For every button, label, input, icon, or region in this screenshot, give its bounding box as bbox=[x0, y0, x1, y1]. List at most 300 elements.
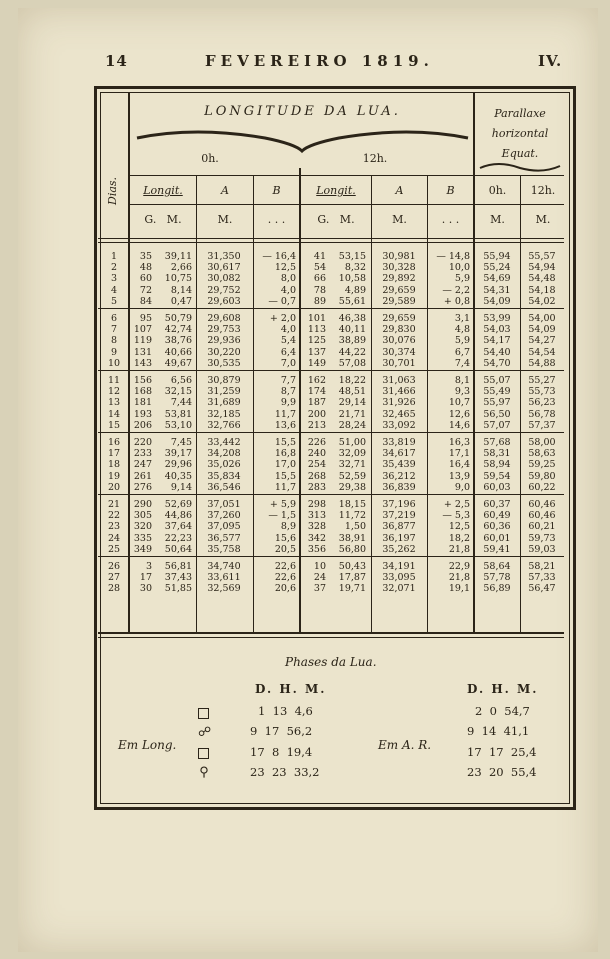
cell-m0: 38,76 bbox=[164, 335, 192, 347]
cell-m0: 2,66 bbox=[170, 262, 192, 274]
cell-b0: 12,5 bbox=[274, 262, 296, 274]
cell-m0: 56,81 bbox=[164, 561, 192, 572]
cell-g12: 174 bbox=[307, 386, 326, 398]
unit-m-a12: M. bbox=[392, 213, 407, 226]
cell-b0: — 1,5 bbox=[268, 510, 296, 522]
phase-ar-4: 23 20 55,4 bbox=[467, 765, 537, 779]
cell-m0: 7,45 bbox=[170, 437, 192, 448]
cell-g12: 101 bbox=[307, 313, 326, 324]
cell-g0: 3 bbox=[145, 561, 152, 572]
cell-a12: 36,839 bbox=[382, 481, 416, 493]
longitude-title: LONGITUDE DA LUA. bbox=[204, 104, 401, 119]
cell-g12: 342 bbox=[307, 532, 326, 544]
cell-a12: 37,196 bbox=[382, 499, 416, 510]
divider bbox=[128, 204, 564, 205]
cell-m12: 11,72 bbox=[338, 510, 366, 522]
cell-g0: 107 bbox=[133, 324, 152, 336]
cell-b0: 13,6 bbox=[274, 419, 296, 431]
cell-g12: 24 bbox=[313, 572, 326, 584]
cell-a12: 34,617 bbox=[382, 448, 416, 460]
cell-b0: + 5,9 bbox=[269, 499, 296, 510]
cell-p12: 60,22 bbox=[528, 481, 556, 493]
unit-dots-b12: . . . bbox=[441, 213, 460, 226]
hour-12-label: 12h. bbox=[362, 152, 388, 165]
cell-b0: 15,6 bbox=[274, 532, 296, 544]
cell-m0: 52,69 bbox=[164, 499, 192, 510]
col-a-0: A bbox=[221, 184, 229, 197]
phases-title: Phases da Lua. bbox=[285, 655, 377, 669]
cell-p0: 59,41 bbox=[483, 543, 511, 555]
cell-m12: 21,71 bbox=[338, 408, 366, 420]
cell-a0: 34,208 bbox=[207, 448, 241, 460]
cell-p12: 54,09 bbox=[528, 324, 556, 336]
cell-days: 26 bbox=[107, 561, 121, 572]
cell-a12: 29,659 bbox=[382, 284, 416, 296]
cell-p12: 54,88 bbox=[528, 357, 556, 369]
cell-a12: 31,466 bbox=[382, 386, 416, 398]
cell-p0: 55,94 bbox=[483, 251, 511, 262]
cell-m0: 50,64 bbox=[164, 543, 192, 555]
cell-b0: 6,4 bbox=[280, 346, 296, 358]
wave-decoration bbox=[478, 160, 562, 174]
cell-p12: 55,27 bbox=[528, 375, 556, 386]
cell-p0: 54,03 bbox=[483, 324, 511, 336]
cell-b12: 18,2 bbox=[448, 532, 470, 544]
cell-a0: 30,617 bbox=[207, 262, 241, 274]
cell-m0: 44,86 bbox=[164, 510, 192, 522]
col-b-12: B bbox=[446, 184, 455, 197]
cell-b12: 5,9 bbox=[454, 273, 470, 285]
cell-m12: 50,43 bbox=[338, 561, 366, 572]
cell-days: 4 bbox=[110, 284, 118, 296]
cell-a12: 33,819 bbox=[382, 437, 416, 448]
cell-g0: 276 bbox=[133, 481, 152, 493]
cell-a0: 35,026 bbox=[207, 459, 241, 471]
cell-b0: 16,8 bbox=[274, 448, 296, 460]
cell-m0: 0,47 bbox=[170, 295, 192, 307]
cell-p0: 57,68 bbox=[483, 437, 511, 448]
dias-label: Dias. bbox=[106, 176, 119, 205]
cell-b12: 16,3 bbox=[448, 437, 470, 448]
phase-long-2: 9 17 56,2 bbox=[250, 724, 313, 738]
cell-g0: 290 bbox=[133, 499, 152, 510]
cell-a0: 29,608 bbox=[207, 313, 241, 324]
phase-ar-3: 17 17 25,4 bbox=[467, 745, 537, 759]
cell-p0: 58,31 bbox=[483, 448, 511, 460]
cell-b12: 21,8 bbox=[448, 543, 470, 555]
cell-days: 11 bbox=[107, 375, 121, 386]
cell-m0: 40,35 bbox=[164, 470, 192, 482]
cell-m0: 29,96 bbox=[164, 459, 192, 471]
cell-m0: 42,74 bbox=[164, 324, 192, 336]
cell-m0: 6,56 bbox=[170, 375, 192, 386]
cell-g0: 60 bbox=[139, 273, 152, 285]
cell-b0: 20,6 bbox=[274, 583, 296, 595]
cell-a0: 34,740 bbox=[207, 561, 241, 572]
cell-b0: — 0,7 bbox=[268, 295, 296, 307]
cell-b0: 8,7 bbox=[280, 386, 296, 398]
cell-a0: 37,051 bbox=[207, 499, 241, 510]
cell-a0: 30,879 bbox=[207, 375, 241, 386]
cell-g12: 66 bbox=[313, 273, 326, 285]
cell-b0: 8,0 bbox=[280, 273, 296, 285]
col-longit-0: Longit. bbox=[143, 184, 183, 197]
col-b-0: B bbox=[272, 184, 281, 197]
col-longit-12: Longit. bbox=[316, 184, 356, 197]
cell-b12: 14,6 bbox=[448, 419, 470, 431]
cell-g12: 125 bbox=[307, 335, 326, 347]
cell-b0: 11,7 bbox=[274, 408, 296, 420]
cell-a12: 30,076 bbox=[382, 335, 416, 347]
unit-m-a0: M. bbox=[217, 213, 233, 226]
cell-a0: 31,689 bbox=[207, 397, 241, 409]
cell-a0: 36,577 bbox=[207, 532, 241, 544]
unit-m-p12: M. bbox=[535, 213, 551, 226]
cell-m12: 48,51 bbox=[338, 386, 366, 398]
cell-g12: 213 bbox=[307, 419, 326, 431]
cell-b0: 4,0 bbox=[280, 284, 296, 296]
cell-p12: 55,73 bbox=[528, 386, 556, 398]
cell-m12: 46,38 bbox=[338, 313, 366, 324]
cell-b12: 3,1 bbox=[454, 313, 470, 324]
cell-b12: 21,8 bbox=[448, 572, 470, 584]
divider bbox=[98, 242, 564, 243]
cell-b0: — 16,4 bbox=[262, 251, 296, 262]
cell-a0: 32,766 bbox=[207, 419, 241, 431]
cell-p12: 54,48 bbox=[528, 273, 556, 285]
cell-p0: 53,99 bbox=[483, 313, 511, 324]
cell-b12: 10,0 bbox=[448, 262, 470, 274]
cell-m12: 56,80 bbox=[338, 543, 366, 555]
cell-m12: 4,89 bbox=[344, 284, 366, 296]
phase-long-1: 1 13 4,6 bbox=[258, 704, 313, 718]
cell-a0: 37,260 bbox=[207, 510, 241, 522]
cell-b12: — 14,8 bbox=[436, 251, 470, 262]
cell-m12: 38,91 bbox=[338, 532, 366, 544]
cell-m0: 53,81 bbox=[164, 408, 192, 420]
par-0-label: 0h. bbox=[488, 184, 507, 197]
cell-days: 16 bbox=[107, 437, 121, 448]
cell-p12: 54,27 bbox=[528, 335, 556, 347]
cell-m0: 40,66 bbox=[164, 346, 192, 358]
cell-g12: 328 bbox=[307, 521, 326, 533]
cell-p0: 54,09 bbox=[483, 295, 511, 307]
cell-days: 6 bbox=[110, 313, 118, 324]
cell-g12: 37 bbox=[313, 583, 326, 595]
cell-a12: 30,328 bbox=[382, 262, 416, 274]
cell-m0: 22,23 bbox=[164, 532, 192, 544]
cell-g0: 305 bbox=[133, 510, 152, 522]
cell-a0: 29,936 bbox=[207, 335, 241, 347]
cell-a12: 29,830 bbox=[382, 324, 416, 336]
cell-days: 14 bbox=[107, 408, 121, 420]
divider bbox=[98, 308, 564, 309]
divider bbox=[98, 632, 564, 634]
cell-m0: 51,85 bbox=[164, 583, 192, 595]
cell-days: 12 bbox=[107, 386, 121, 398]
cell-g0: 17 bbox=[139, 572, 152, 584]
new-moon-icon: ⚲ bbox=[199, 765, 209, 780]
phases-head-right: D. H. M. bbox=[467, 682, 539, 696]
cell-m0: 32,15 bbox=[164, 386, 192, 398]
cell-g0: 143 bbox=[133, 357, 152, 369]
cell-a0: 37,095 bbox=[207, 521, 241, 533]
phase-ar-1: 2 0 54,7 bbox=[475, 704, 530, 718]
cell-b12: + 0,8 bbox=[443, 295, 470, 307]
cell-p12: 58,21 bbox=[528, 561, 556, 572]
cell-m12: 51,00 bbox=[338, 437, 366, 448]
cell-m12: 10,58 bbox=[338, 273, 366, 285]
cell-m0: 39,11 bbox=[164, 251, 192, 262]
cell-m12: 38,89 bbox=[338, 335, 366, 347]
cell-g12: 187 bbox=[307, 397, 326, 409]
cell-p12: 54,54 bbox=[528, 346, 556, 358]
cell-p12: 58,63 bbox=[528, 448, 556, 460]
cell-b12: — 5,3 bbox=[442, 510, 470, 522]
full-moon-icon: ☍ bbox=[198, 725, 212, 740]
cell-m12: 32,71 bbox=[338, 459, 366, 471]
cell-b0: 20,5 bbox=[274, 543, 296, 555]
cell-days: 3 bbox=[110, 273, 118, 285]
cell-p0: 55,49 bbox=[483, 386, 511, 398]
cell-b0: 7,7 bbox=[280, 375, 296, 386]
cell-g12: 240 bbox=[307, 448, 326, 460]
cell-g0: 193 bbox=[133, 408, 152, 420]
cell-g12: 54 bbox=[313, 262, 326, 274]
cell-b12: 22,9 bbox=[448, 561, 470, 572]
cell-m12: 40,11 bbox=[338, 324, 366, 336]
cell-g0: 72 bbox=[139, 284, 152, 296]
cell-a0: 31,350 bbox=[207, 251, 241, 262]
cell-g0: 119 bbox=[133, 335, 152, 347]
cell-p12: 56,78 bbox=[528, 408, 556, 420]
cell-p12: 55,57 bbox=[528, 251, 556, 262]
cell-p0: 56,50 bbox=[483, 408, 511, 420]
cell-days: 21 bbox=[107, 499, 121, 510]
cell-p0: 55,24 bbox=[483, 262, 511, 274]
cell-b12: 5,9 bbox=[454, 335, 470, 347]
cell-b12: 12,6 bbox=[448, 408, 470, 420]
cell-b0: 22,6 bbox=[274, 561, 296, 572]
cell-a0: 35,758 bbox=[207, 543, 241, 555]
cell-g12: 298 bbox=[307, 499, 326, 510]
cell-g12: 89 bbox=[313, 295, 326, 307]
cell-a0: 31,259 bbox=[207, 386, 241, 398]
brace-decoration bbox=[135, 124, 470, 154]
unit-gm-12: G. M. bbox=[317, 213, 355, 226]
cell-p12: 54,18 bbox=[528, 284, 556, 296]
cell-p0: 55,07 bbox=[483, 375, 511, 386]
last-quarter-icon bbox=[198, 748, 209, 759]
divider bbox=[98, 637, 564, 638]
cell-b0: 9,9 bbox=[280, 397, 296, 409]
col-a-12: A bbox=[395, 184, 404, 197]
cell-a0: 32,569 bbox=[207, 583, 241, 595]
cell-a0: 36,546 bbox=[207, 481, 241, 493]
cell-g0: 181 bbox=[133, 397, 152, 409]
cell-g12: 313 bbox=[307, 510, 326, 522]
cell-m12: 52,59 bbox=[338, 470, 366, 482]
cell-a12: 33,092 bbox=[382, 419, 416, 431]
em-long-label: Em Long. bbox=[118, 738, 177, 752]
cell-g0: 233 bbox=[133, 448, 152, 460]
cell-g12: 162 bbox=[307, 375, 326, 386]
cell-g0: 335 bbox=[133, 532, 152, 544]
cell-g0: 131 bbox=[133, 346, 152, 358]
cell-days: 15 bbox=[107, 419, 121, 431]
cell-b12: 8,1 bbox=[454, 375, 470, 386]
phase-long-4: 23 23 33,2 bbox=[250, 765, 320, 779]
cell-g0: 206 bbox=[133, 419, 152, 431]
cell-a12: 29,589 bbox=[382, 295, 416, 307]
unit-gm-0: G. M. bbox=[144, 213, 182, 226]
cell-b12: + 2,5 bbox=[443, 499, 470, 510]
cell-days: 9 bbox=[110, 346, 118, 358]
cell-p12: 54,00 bbox=[528, 313, 556, 324]
cell-p0: 58,64 bbox=[483, 561, 511, 572]
cell-days: 28 bbox=[107, 583, 121, 595]
cell-p0: 58,94 bbox=[483, 459, 511, 471]
cell-p12: 57,33 bbox=[528, 572, 556, 584]
cell-days: 13 bbox=[107, 397, 121, 409]
cell-b12: 19,1 bbox=[448, 583, 470, 595]
cell-a0: 29,753 bbox=[207, 324, 241, 336]
cell-m12: 44,22 bbox=[338, 346, 366, 358]
cell-b0: 11,7 bbox=[274, 481, 296, 493]
cell-m12: 8,32 bbox=[344, 262, 366, 274]
cell-a12: 32,071 bbox=[382, 583, 416, 595]
cell-g12: 254 bbox=[307, 459, 326, 471]
phase-ar-2: 9 14 41,1 bbox=[467, 724, 530, 738]
cell-days: 24 bbox=[107, 532, 121, 544]
cell-a12: 35,439 bbox=[382, 459, 416, 471]
cell-days: 17 bbox=[107, 448, 121, 460]
cell-b12: 10,7 bbox=[448, 397, 470, 409]
cell-p12: 57,37 bbox=[528, 419, 556, 431]
cell-p0: 60,36 bbox=[483, 521, 511, 533]
cell-days: 8 bbox=[110, 335, 118, 347]
cell-b0: 8,9 bbox=[280, 521, 296, 533]
cell-p0: 55,97 bbox=[483, 397, 511, 409]
cell-a0: 32,185 bbox=[207, 408, 241, 420]
page-number: 14 bbox=[105, 52, 128, 70]
cell-g12: 356 bbox=[307, 543, 326, 555]
cell-a0: 30,220 bbox=[207, 346, 241, 358]
cell-m12: 53,15 bbox=[338, 251, 366, 262]
cell-p12: 60,46 bbox=[528, 510, 556, 522]
cell-p0: 54,70 bbox=[483, 357, 511, 369]
divider bbox=[98, 370, 564, 371]
divider bbox=[98, 494, 564, 495]
cell-g0: 35 bbox=[139, 251, 152, 262]
cell-a12: 33,095 bbox=[382, 572, 416, 584]
cell-days: 19 bbox=[107, 470, 121, 482]
cell-m12: 32,09 bbox=[338, 448, 366, 460]
cell-b12: 16,4 bbox=[448, 459, 470, 471]
cell-g12: 200 bbox=[307, 408, 326, 420]
cell-g0: 220 bbox=[133, 437, 152, 448]
cell-m0: 49,67 bbox=[164, 357, 192, 369]
cell-b12: 6,7 bbox=[454, 346, 470, 358]
cell-days: 20 bbox=[107, 481, 121, 493]
cell-days: 23 bbox=[107, 521, 121, 533]
cell-m0: 9,14 bbox=[170, 481, 192, 493]
cell-g0: 349 bbox=[133, 543, 152, 555]
cell-p0: 57,07 bbox=[483, 419, 511, 431]
cell-g0: 156 bbox=[133, 375, 152, 386]
cell-b12: — 2,2 bbox=[442, 284, 470, 296]
cell-m12: 55,61 bbox=[338, 295, 366, 307]
cell-m12: 17,87 bbox=[338, 572, 366, 584]
unit-dots-b0: . . . bbox=[267, 213, 286, 226]
cell-days: 1 bbox=[110, 251, 118, 262]
cell-p0: 54,17 bbox=[483, 335, 511, 347]
cell-a12: 31,063 bbox=[382, 375, 416, 386]
cell-m12: 29,14 bbox=[338, 397, 366, 409]
cell-b0: 5,4 bbox=[280, 335, 296, 347]
cell-b12: 7,4 bbox=[454, 357, 470, 369]
first-quarter-icon bbox=[198, 708, 209, 719]
cell-p0: 60,37 bbox=[483, 499, 511, 510]
cell-p12: 56,23 bbox=[528, 397, 556, 409]
cell-a0: 33,611 bbox=[207, 572, 241, 584]
cell-m12: 18,22 bbox=[338, 375, 366, 386]
cell-m0: 37,64 bbox=[164, 521, 192, 533]
cell-a12: 30,981 bbox=[382, 251, 416, 262]
cell-a12: 35,262 bbox=[382, 543, 416, 555]
divider bbox=[98, 556, 564, 557]
cell-days: 7 bbox=[110, 324, 118, 336]
cell-p12: 59,80 bbox=[528, 470, 556, 482]
cell-g0: 48 bbox=[139, 262, 152, 274]
cell-a0: 33,442 bbox=[207, 437, 241, 448]
cell-a12: 31,926 bbox=[382, 397, 416, 409]
cell-b0: 7,0 bbox=[280, 357, 296, 369]
cell-b12: 13,9 bbox=[448, 470, 470, 482]
cell-p0: 60,01 bbox=[483, 532, 511, 544]
divider bbox=[98, 238, 564, 239]
unit-m-p0: M. bbox=[490, 213, 505, 226]
cell-a12: 36,212 bbox=[382, 470, 416, 482]
cell-p12: 59,03 bbox=[528, 543, 556, 555]
phase-long-3: 17 8 19,4 bbox=[250, 745, 313, 759]
hour-0-label: 0h. bbox=[201, 152, 219, 165]
cell-g12: 226 bbox=[307, 437, 326, 448]
cell-g12: 78 bbox=[313, 284, 326, 296]
cell-a0: 35,834 bbox=[207, 470, 241, 482]
cell-m12: 29,38 bbox=[338, 481, 366, 493]
cell-b0: 15,5 bbox=[274, 470, 296, 482]
cell-m0: 10,75 bbox=[164, 273, 192, 285]
cell-p12: 60,46 bbox=[528, 499, 556, 510]
cell-b0: 17,0 bbox=[274, 459, 296, 471]
cell-m12: 57,08 bbox=[338, 357, 366, 369]
cell-a12: 36,197 bbox=[382, 532, 416, 544]
cell-b0: 15,5 bbox=[274, 437, 296, 448]
cell-g0: 168 bbox=[133, 386, 152, 398]
cell-m0: 8,14 bbox=[170, 284, 192, 296]
cell-g12: 113 bbox=[307, 324, 326, 336]
cell-g12: 41 bbox=[313, 251, 326, 262]
cell-a12: 32,465 bbox=[382, 408, 416, 420]
cell-days: 18 bbox=[107, 459, 121, 471]
cell-p0: 54,69 bbox=[483, 273, 511, 285]
cell-g12: 149 bbox=[307, 357, 326, 369]
cell-g0: 30 bbox=[139, 583, 152, 595]
cell-p0: 57,78 bbox=[483, 572, 511, 584]
cell-m12: 18,15 bbox=[338, 499, 366, 510]
cell-g0: 320 bbox=[133, 521, 152, 533]
